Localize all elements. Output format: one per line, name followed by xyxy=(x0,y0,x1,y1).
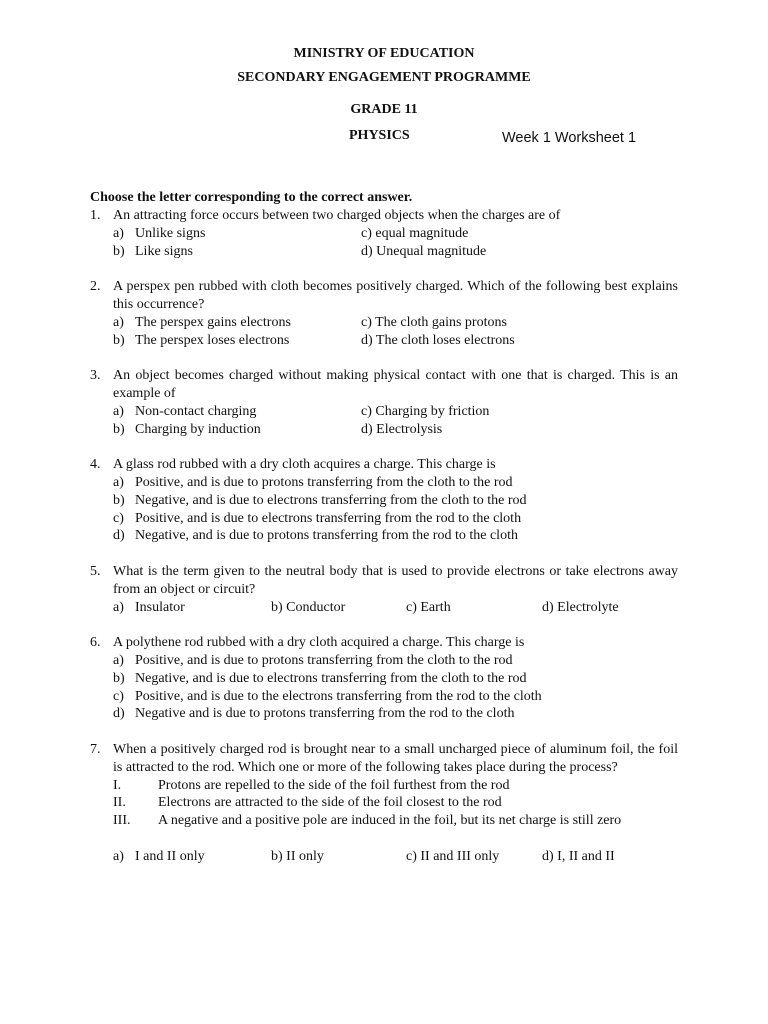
option-row xyxy=(113,225,678,243)
statement-ii-numeral: II. xyxy=(113,795,126,811)
option-d: d) Electrolysis xyxy=(361,421,443,437)
statement-i-numeral: I. xyxy=(113,777,122,793)
option-c: c) Charging by friction xyxy=(361,403,490,419)
option-b: Charging by induction xyxy=(135,421,261,437)
option-c: c) II and III only xyxy=(406,848,500,864)
option-row xyxy=(113,332,678,350)
statement-i: Protons are repelled to the side of the foil furthest from the rod xyxy=(158,777,510,793)
statement-ii: Electrons are attracted to the side of the foil closest to the rod xyxy=(158,795,502,811)
question-number: 7. xyxy=(90,741,101,757)
question-number: 1. xyxy=(90,208,101,223)
option-row xyxy=(113,688,678,706)
question-list xyxy=(90,207,678,883)
grade-heading: GRADE 11 xyxy=(350,102,418,117)
question-6 xyxy=(90,634,678,723)
option-a: Positive, and is due to protons transferring from the cloth to the rod xyxy=(135,474,513,490)
option-b: b) II only xyxy=(271,848,324,864)
option-row xyxy=(113,599,678,617)
option-a: The perspex gains electrons xyxy=(135,314,291,330)
option-d: d) I, II and II xyxy=(542,848,615,864)
option-row xyxy=(113,652,678,670)
option-d: d) The cloth loses electrons xyxy=(361,332,515,348)
question-text: When a positively charged rod is brought near to a small uncharged piece of aluminum foil, the foil is attracted to the rod. Which one or more of the following takes place during the process? xyxy=(113,741,678,775)
option-a: Insulator xyxy=(135,599,185,615)
option-b: The perspex loses electrons xyxy=(135,332,290,348)
option-d-letter: d) xyxy=(113,706,125,722)
instructions: Choose the letter corresponding to the correct answer. xyxy=(90,190,413,205)
option-row xyxy=(113,314,678,332)
question-number: 6. xyxy=(90,635,101,651)
question-2 xyxy=(90,278,678,349)
option-a-letter: a) xyxy=(113,314,124,330)
option-a: I and II only xyxy=(135,848,205,864)
question-text: An attracting force occurs between two charged objects when the charges are of xyxy=(113,208,561,223)
option-c: Positive, and is due to electrons transferring from the rod to the cloth xyxy=(135,510,522,526)
question-number: 4. xyxy=(90,457,101,473)
option-a: Non-contact charging xyxy=(135,403,257,419)
question-7 xyxy=(90,741,678,866)
question-4 xyxy=(90,456,678,545)
option-a-letter: a) xyxy=(113,403,124,419)
option-row xyxy=(113,848,678,866)
programme-heading: SECONDARY ENGAGEMENT PROGRAMME xyxy=(237,70,531,85)
option-a: Positive, and is due to protons transferring from the cloth to the rod xyxy=(135,652,513,668)
worksheet-label: Week 1 Worksheet 1 xyxy=(502,130,637,146)
option-c-letter: c) xyxy=(113,510,124,526)
option-row xyxy=(113,705,678,723)
option-b-letter: b) xyxy=(113,492,125,508)
option-d: d) Unequal magnitude xyxy=(361,243,487,259)
question-5 xyxy=(90,563,678,616)
question-text: A glass rod rubbed with a dry cloth acquires a charge. This charge is xyxy=(113,457,496,473)
question-3 xyxy=(90,367,678,438)
option-row xyxy=(113,527,678,545)
statement-iii: A negative and a positive pole are induced in the foil, but its net charge is still zero xyxy=(158,813,622,829)
question-text: An object becomes charged without making physical contact with one that is charged. This is an example of xyxy=(113,368,678,401)
statement-row xyxy=(113,794,678,812)
option-a: Unlike signs xyxy=(135,225,206,241)
option-c-letter: c) xyxy=(113,688,124,704)
option-c: Positive, and is due to the electrons transferring from the rod to the cloth xyxy=(135,688,542,704)
option-row xyxy=(113,510,678,528)
question-number: 5. xyxy=(90,563,101,579)
option-row xyxy=(113,492,678,510)
option-row xyxy=(113,421,678,439)
option-a-letter: a) xyxy=(113,652,124,668)
option-a-letter: a) xyxy=(113,599,124,615)
subject-heading: PHYSICS xyxy=(349,128,410,143)
option-b: b) Conductor xyxy=(271,599,346,615)
option-b: Negative, and is due to electrons transferring from the cloth to the rod xyxy=(135,492,527,508)
question-number: 3. xyxy=(90,368,101,384)
option-b: Negative, and is due to electrons transferring from the cloth to the rod xyxy=(135,670,527,686)
statement-row xyxy=(113,812,678,830)
statement-iii-numeral: III. xyxy=(113,813,131,829)
option-b-letter: b) xyxy=(113,332,125,348)
question-text: What is the term given to the neutral body that is used to provide electrons or take electrons away from an object or circuit? xyxy=(113,563,678,597)
statement-row xyxy=(113,777,678,795)
option-row xyxy=(113,243,678,261)
option-b: Like signs xyxy=(135,243,193,259)
option-b-letter: b) xyxy=(113,243,125,259)
question-text: A polythene rod rubbed with a dry cloth acquired a charge. This charge is xyxy=(113,635,525,651)
option-row xyxy=(113,403,678,421)
option-a-letter: a) xyxy=(113,848,124,864)
option-c: c) Earth xyxy=(406,599,451,615)
option-d: d) Electrolyte xyxy=(542,599,619,615)
option-d-letter: d) xyxy=(113,528,125,544)
option-b-letter: b) xyxy=(113,421,125,437)
question-text: A perspex pen rubbed with cloth becomes positively charged. Which of the following best explains this occurrence? xyxy=(113,279,678,312)
option-d: Negative and is due to protons transferring from the rod to the cloth xyxy=(135,706,515,722)
option-row xyxy=(113,474,678,492)
option-d: Negative, and is due to protons transferring from the rod to the cloth xyxy=(135,528,518,544)
option-a-letter: a) xyxy=(113,225,124,241)
question-1 xyxy=(90,207,678,260)
option-c: c) equal magnitude xyxy=(361,225,469,241)
question-number: 2. xyxy=(90,279,101,295)
option-c: c) The cloth gains protons xyxy=(361,314,507,330)
ministry-heading: MINISTRY OF EDUCATION xyxy=(293,46,475,61)
option-b-letter: b) xyxy=(113,670,125,686)
option-a-letter: a) xyxy=(113,474,124,490)
option-row xyxy=(113,670,678,688)
